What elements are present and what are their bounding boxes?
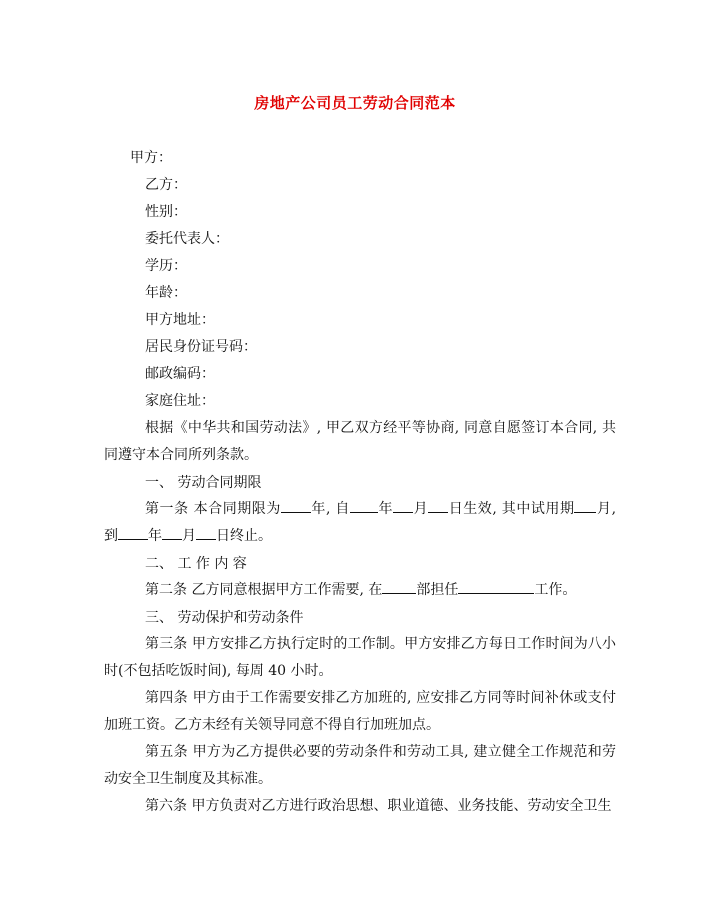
blank-start-month	[393, 498, 413, 513]
blank-probation-months	[574, 498, 596, 513]
blank-end-year	[118, 525, 148, 540]
article-2-text-b: 部担任	[416, 582, 459, 598]
article-1-text-c: 年	[377, 501, 394, 517]
field-party-a: 甲方：	[130, 150, 172, 166]
field-gender: 性别：	[145, 204, 187, 220]
field-party-b: 乙方：	[145, 177, 187, 193]
article-1-text-g: 年	[148, 528, 162, 544]
section-heading-2: 二、 工 作 内 容	[145, 556, 247, 572]
blank-end-month	[162, 525, 182, 540]
article-6: 第六条 甲方负责对乙方进行政治思想、职业道德、业务技能、劳动安全卫生	[145, 798, 612, 814]
article-4: 第四条 甲方由于工作需要安排乙方加班的, 应安排乙方同等时间补休或支付加班工资。乙方未经有关领导同意不得自行加班加点。	[104, 690, 616, 733]
field-home-address: 家庭住址：	[145, 393, 215, 409]
blank-start-day	[428, 498, 448, 513]
field-party-a-address: 甲方地址：	[145, 312, 215, 328]
blank-end-day	[196, 525, 216, 540]
blank-department	[382, 579, 416, 594]
field-age: 年龄：	[145, 285, 187, 301]
field-postal-code: 邮政编码：	[145, 366, 215, 382]
field-education: 学历：	[145, 258, 187, 274]
blank-years	[281, 498, 311, 513]
article-1-text-a: 第一条 本合同期限为	[145, 501, 281, 517]
article-2-text-c: 工作。	[534, 582, 577, 598]
article-1-text-h: 月	[182, 528, 196, 544]
blank-start-year	[350, 498, 378, 513]
article-3: 第三条 甲方安排乙方执行定时的工作制。甲方安排乙方每日工作时间为八小时(不包括吃饭时间), 每周 40 小时。	[104, 636, 616, 679]
article-1-text-b: 年, 自	[310, 501, 350, 517]
section-heading-3: 三、 劳动保护和劳动条件	[145, 610, 304, 626]
intro-paragraph: 根据《中华共和国劳动法》, 甲乙双方经平等协商, 同意自愿签订本合同, 共同遵守本合同所列条款。	[104, 420, 616, 463]
article-2	[104, 577, 616, 604]
article-1-text-d: 月	[413, 501, 429, 517]
article-2-text-a: 第二条 乙方同意根据甲方工作需要, 在	[145, 582, 383, 598]
article-1	[104, 496, 616, 550]
field-id-number: 居民身份证号码：	[145, 339, 257, 355]
article-1-text-i: 日终止。	[216, 528, 272, 544]
field-representative: 委托代表人：	[145, 231, 229, 247]
article-5: 第五条 甲方为乙方提供必要的劳动条件和劳动工具, 建立健全工作规范和劳动安全卫生制度及其标准。	[104, 744, 616, 787]
article-1-text-f: 月, 到	[104, 501, 617, 544]
section-heading-1: 一、 劳动合同期限	[145, 475, 262, 491]
document-title: 房地产公司员工劳动合同范本	[254, 94, 456, 112]
blank-position	[458, 579, 534, 594]
article-1-text-e: 日生效, 其中试用期	[448, 501, 575, 517]
